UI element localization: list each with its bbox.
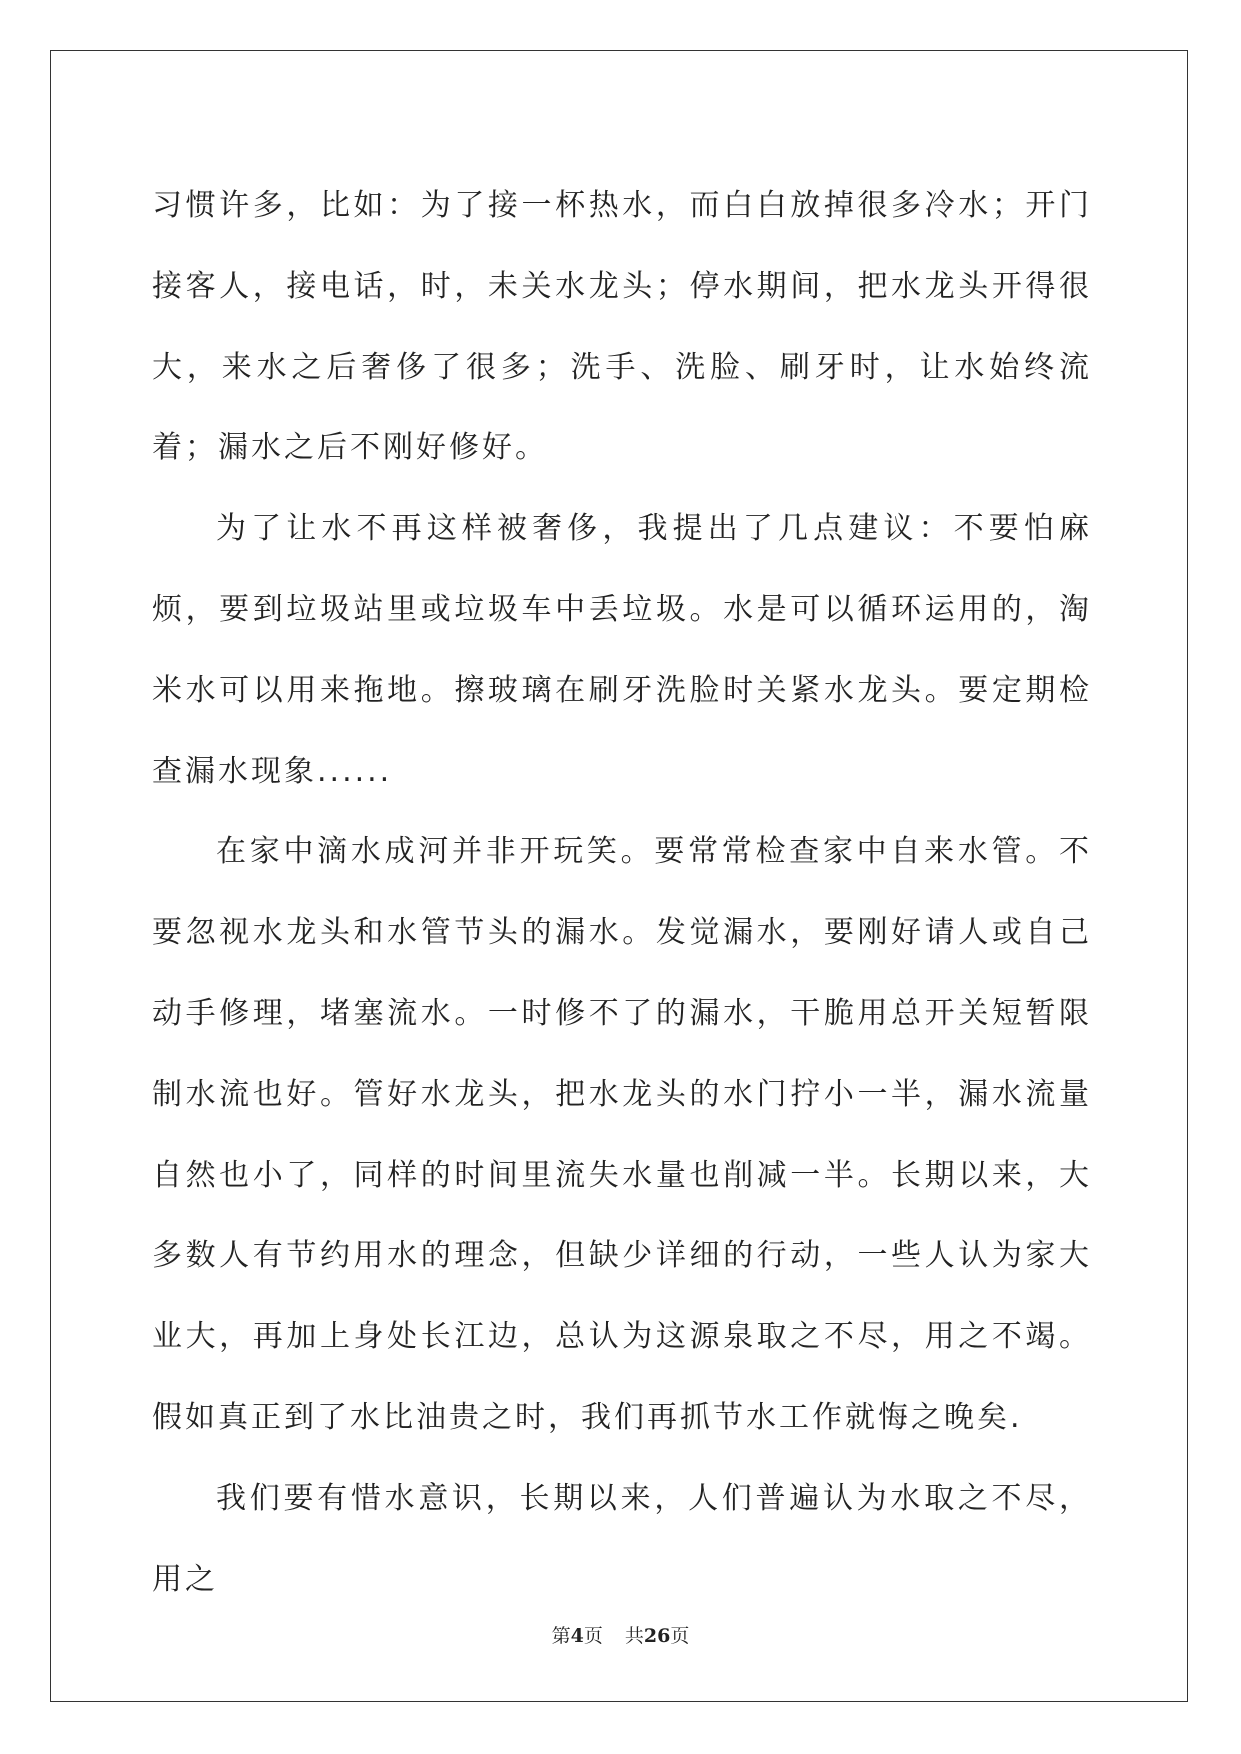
page-footer bbox=[0, 1621, 1241, 1648]
total-prefix: 共 bbox=[624, 1625, 644, 1647]
page-suffix: 页 bbox=[583, 1625, 603, 1647]
document-body bbox=[152, 166, 1092, 1620]
paragraph-4: 我们要有惜水意识，长期以来，人们普遍认为水取之不尽，用之 bbox=[152, 1480, 1092, 1597]
paragraph-3: 在家中滴水成河并非开玩笑。要常常检查家中自来水管。不要忽视水龙头和水管节头的漏水。发觉漏水，要刚好请人或自己动手修理，堵塞流水。一时修不了的漏水，干脆用总开关短暂限制水流也好。管好水龙头，把水龙头的水门拧小一半，漏水流量自然也小了，同样的时间里流失水量也削减一半。长期以来，大多数人有节约用水的理念，但缺少详细的行动，一些人认为家大业大，再加上身处长江边，总认为这源泉取之不尽，用之不竭。假如真正到了水比油贵之时，我们再抓节水工作就悔之晚矣. bbox=[152, 834, 1092, 1435]
total-suffix: 页 bbox=[670, 1625, 690, 1647]
total-pages: 26 bbox=[643, 1625, 671, 1647]
page-prefix: 第 bbox=[551, 1625, 571, 1647]
paragraph-1: 习惯许多，比如：为了接一杯热水，而白白放掉很多冷水；开门接客人，接电话，时，未关水龙头；停水期间，把水龙头开得很大，来水之后奢侈了很多；洗手、洗脸、刷牙时，让水始终流着；漏水之后不刚好修好。 bbox=[152, 188, 1092, 466]
paragraph-2: 为了让水不再这样被奢侈，我提出了几点建议：不要怕麻烦，要到垃圾站里或垃圾车中丢垃圾。水是可以循环运用的，淘米水可以用来拖地。擦玻璃在刷牙洗脸时关紧水龙头。要定期检查漏水现象...... bbox=[152, 511, 1092, 789]
page-number: 4 bbox=[570, 1625, 584, 1647]
